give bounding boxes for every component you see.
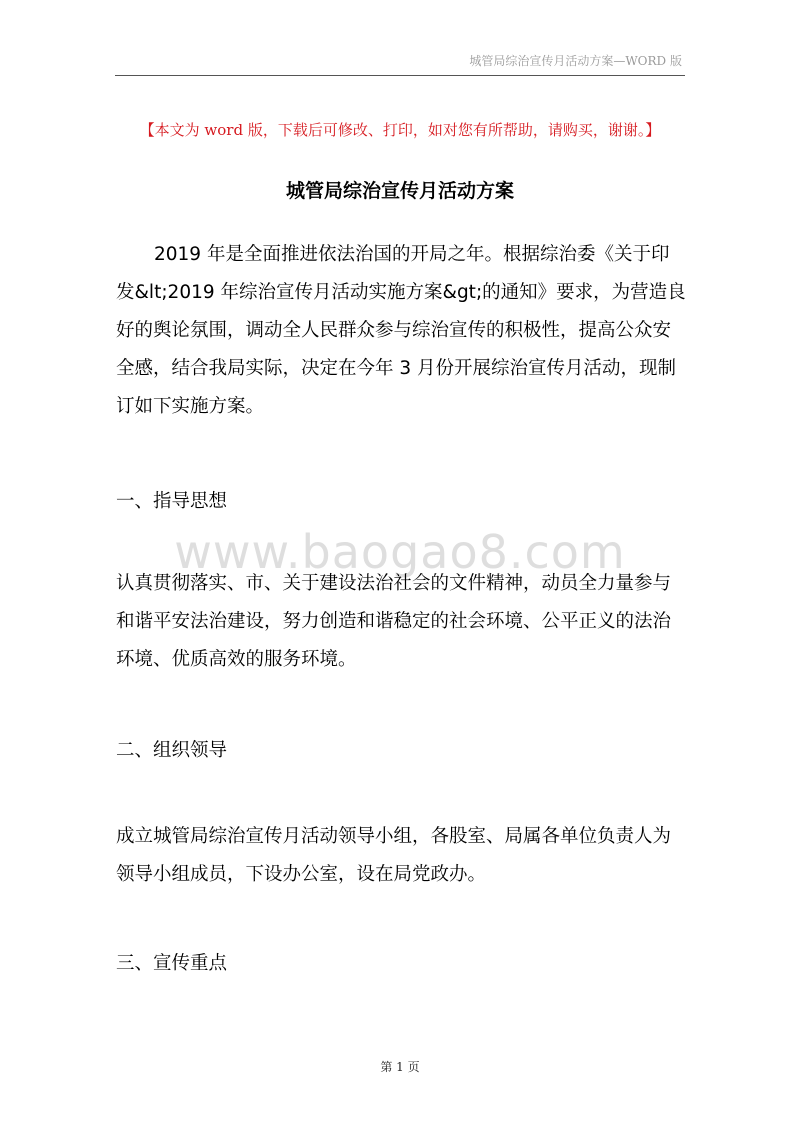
paragraph-line: 环境、优质高效的服务环境。 — [116, 649, 357, 670]
section-paragraph-guiding-ideology — [116, 565, 686, 679]
paragraph-line: 2019 年是全面推进依法治国的开局之年。根据综治委《关于印 — [154, 244, 670, 265]
page-number: 第 1 页 — [380, 1060, 420, 1074]
header-divider — [115, 75, 685, 76]
paragraph-line: 全感，结合我局实际，决定在今年 3 月份开展综治宣传月活动，现制 — [116, 358, 677, 379]
section-heading-organization: 二、组织领导 — [116, 740, 228, 761]
document-title: 城管局综治宣传月活动方案 — [285, 180, 514, 202]
paragraph-line: 认真贯彻落实、市、关于建设法治社会的文件精神，动员全力量参与 — [116, 573, 672, 594]
running-header: 城管局综治宣传月活动方案—WORD 版 — [469, 54, 682, 68]
paragraph-line: 发&lt;2019 年综治宣传月活动实施方案&gt;的通知》要求，为营造良 — [116, 282, 686, 303]
section-paragraph-organization — [116, 818, 686, 894]
paragraph-line: 订如下实施方案。 — [116, 396, 265, 417]
paragraph-line: 好的舆论氛围，调动全人民群众参与综治宣传的积极性，提高公众安 — [116, 320, 672, 341]
paragraph-line: 和谐平安法治建设，努力创造和谐稳定的社会环境、公平正义的法治 — [116, 611, 672, 632]
paragraph-line: 成立城管局综治宣传月活动领导小组，各股室、局属各单位负责人为 — [116, 826, 672, 847]
section-heading-publicity-focus: 三、宣传重点 — [116, 953, 228, 974]
section-heading-guiding-ideology: 一、指导思想 — [116, 491, 228, 512]
intro-paragraph — [116, 236, 686, 426]
watermark: www.baogao8.com — [174, 525, 626, 579]
paragraph-line: 领导小组成员，下设办公室，设在局党政办。 — [116, 864, 487, 885]
purchase-notice: 【本文为 word 版，下载后可修改、打印，如对您有所帮助，请购买，谢谢。】 — [139, 121, 661, 139]
